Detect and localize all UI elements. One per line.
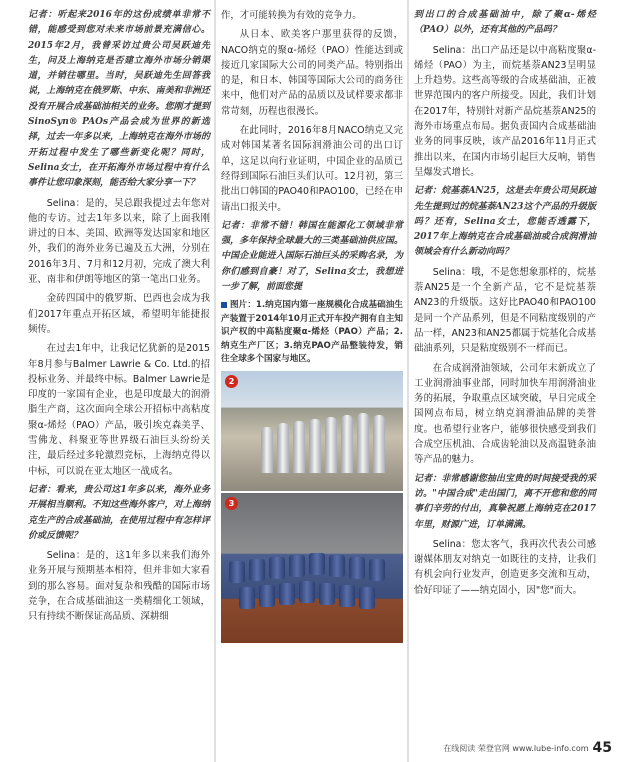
interviewer-question: 记者：非常不错！韩国在能源化工领域非常强，多年保持全球最大的三类基础油供应国。中国企业能进入国际石油巨头的采购名录，为你们感到自豪！对了，Selina女士，我想进一步了解，前面您提 [221,220,403,293]
barrel [279,583,295,605]
answer-paragraph: Selina：是的，吴总跟我提过去年您对他的专访。过去1年多以来，除了上面我刚讲过的日本、美国、欧洲等发达国家和地区外，我们的海外业务已遍及五大洲，分别在2016年3月、7月和12月初，完成了澳大利亚、南非和伊朗等地区的第一笔出口业务。 [28,197,210,286]
barrels-photo [221,493,403,643]
caption-square-icon [221,302,227,308]
footer-website[interactable]: 在线阅读 荣登官网 www.lube-info.com [443,744,589,753]
storage-tank [341,415,353,473]
interviewer-question: 记者：听起来2016年的这份成绩单非常不错，能感受到您对未来市场前景充满信心。2015年2月，我曾采访过贵公司吴跃迪先生，问及上海纳克是否建立海外市场分销渠道，并销往哪里。当时，吴跃迪先生回答我说，上海纳克在俄罗斯、中东、南美和非洲还没有开展合成基础油相关的业务。您刚才提到SinoSyn® PAOs产品会成为世界的新选择，过去一年多以来，上海纳克在海外市场的开拓过程中发生了哪些新变化呢？同时，Selina女士，在开拓海外市场过程中有什么事件让您印象深刻，能否给大家分享一下？ [28,10,210,189]
storage-tank [325,417,337,473]
answer-paragraph: 在过去1年中，让我记忆犹新的是2015年8月参与Balmer Lawrie & Co. Ltd.的招投标业务、并最终中标。Balmer Lawrie是印度的一家国有企业，也是印度最大的润滑脂生产商，这次面向全球公开招标中高粘度聚α-烯烃（PAO）产品，吸引埃克森美孚、雪佛龙、科聚亚等世界级石油巨头纷纷关注，最后经过多轮激烈竞标，上海纳克得以中标，可以说在亚太地区一战成名。 [28,343,210,477]
factory-photo [221,371,403,491]
column-divider [214,0,216,762]
answer-paragraph: 在合成润滑油领域，公司年末新成立了工业润滑油事业部，同时加快车用润滑油业务的拓展，争取重点区域突破，早日完成全国网点布局，树立纳克润滑油品牌的美誉度。也希望行业客户，能够很快感受到我们合成空压机油、合成齿轮油以及高温链条油等产品的魅力。 [414,362,596,466]
storage-tank [293,421,305,473]
barrel [319,583,335,605]
barrel [229,561,245,583]
interviewer-question: 记者：非常感谢您抽出宝贵的时间接受我的采访。"中国合成"走出国门，离不开您和您的同事们辛劳的付出，真挚祝愿上海纳克在2017年里，财源广进，订单满满。 [414,473,596,530]
storage-tank [277,423,289,473]
photo-number-badge: 2 [225,375,238,388]
barrel [259,585,275,607]
answer-paragraph: 金砖四国中的俄罗斯、巴西也会成为我们2017年重点开拓区域，希望明年能捷报频传。 [28,293,210,335]
answer-paragraph: Selina：哦，不是您想象那样的，烷基萘AN25是一个全新产品，它不是烷基萘AN23的升级版。这好比PAO40和PAO100是同一个产品系列，但是不同粘度级别的产品一样，AN23和AN25都属于烷基化合成基础油系列，只是粘度级别不一样而已。 [414,266,596,355]
barrel [299,581,315,603]
storage-tank [373,415,385,473]
barrel [349,557,365,579]
column-left [28,8,210,629]
barrel [329,555,345,577]
caption-text: 图片：1.纳克国内第一座规模化合成基础油生产装置于2014年10月正式开车投产拥有自主知识产权的中高粘度聚α-烯烃（PAO）产品；2.纳克生产厂区；3.纳克PAO产品整装待发，销往全球多个国家与地区。 [221,300,403,365]
page-number: 45 [592,740,612,756]
barrel [269,557,285,579]
storage-tank [261,427,273,473]
column-divider [407,0,409,762]
answer-paragraph: Selina：您太客气，我再次代表公司感谢媒体朋友对纳克一如既往的支持，让我们有机会向行业发声，创造更多交流和互动，恰好印证了——纳克固小，因"您"而大。 [414,538,596,596]
storage-tank [309,419,321,473]
barrel [309,553,325,575]
interviewer-question: 记者：看来，贵公司这1年多以来，海外业务开展相当顺利。不知这些海外客户，对上海纳克生产的合成基础油，在使用过程中有怎样评价或反馈呢？ [28,484,210,541]
interviewer-question: 记者：烷基萘AN25，这是去年贵公司吴跃迪先生提到过的烷基萘AN23这个产品的升级版吗？还有，Selina女士，您能否透露下，2017年上海纳克在合成基础油或合成润滑油领域会有什么新动向吗？ [414,186,596,258]
photo-number-badge: 3 [225,497,238,510]
storage-tank [357,413,369,473]
barrel [369,559,385,581]
column-middle [221,8,403,643]
answer-paragraph: Selina：出口产品还是以中高粘度聚α-烯烃（PAO）为主，而烷基萘AN23呈明显上升趋势。这些高等级的合成基础油，正被世界范围内的客户所接受。因此，我们计划在2017年，特别针对新产品烷基萘AN25的海外市场重点布局。据负责国内合成基础油业务的同事反映，该产品2016年11月正式推出以来，在国内市场引起巨大反响，销售呈爆发式增长。 [414,44,596,178]
interviewer-question: 到出口的合成基础油中，除了聚α-烯烃（PAO）以外，还有其他的产品吗？ [414,10,596,36]
page-footer [443,740,612,756]
barrel [289,555,305,577]
body-paragraph: 从日本、欧美客户那里获得的反馈，NACO纳克的聚α-烯烃（PAO）性能达到或接近几家国际大公司的同类产品。特别指出的是，和日本、韩国等国际大公司的商务往来中，他们对产品的品质以及试样要求都非常苛刻，历程也很漫长。 [221,29,403,117]
photo-caption [221,299,403,367]
barrel [339,585,355,607]
column-right [414,8,596,602]
barrel [249,559,265,581]
barrel [359,587,375,609]
answer-paragraph: Selina：是的，这1年多以来我们海外业务开展与预期基本相符，但并非如大家看到的那么容易。面对复杂和残酷的国际市场竞争，在合成基础油这一类精细化工领域，只有持续不断保证高品质、深耕细 [28,550,210,623]
body-paragraph: 作，才可能转换为有效的竞争力。 [221,10,362,21]
barrel [239,587,255,609]
body-paragraph: 在此同时，2016年8月NACO纳克又完成对韩国某著名国际润滑油公司的出口订单，这足以向行业证明，中国企业的品质已经得到国际石油巨头们认可。12月初，第三批出口韩国的PAO40和PAO100，已经在申请出口报关中。 [221,125,403,213]
